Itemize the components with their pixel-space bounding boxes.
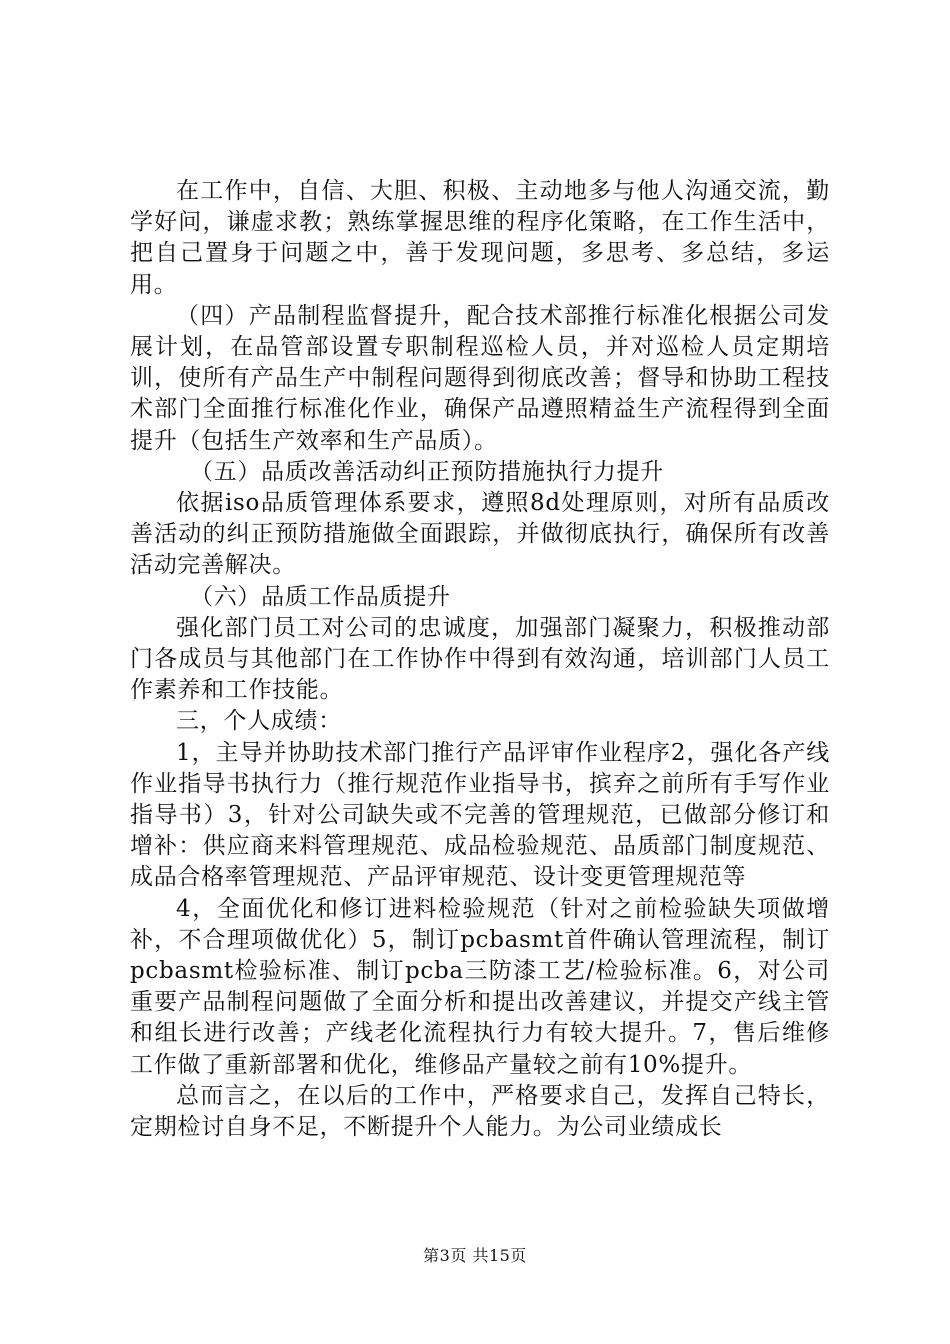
page-number-footer: 第3页 共15页 [423,1246,527,1265]
heading-quality-work: （六）品质工作品质提升 [190,583,451,610]
paragraph-iso-system: 依据iso品质管理体系要求，遵照8d处理原则，对所有品质改善活动的纠正预防措施做全面跟踪，并做彻底执行，确保所有改善活动完善解决。 [130,490,830,579]
document-body [130,176,830,1143]
paragraph-achievements-1-3: 1，主导并协助技术部门推行产品评审作业程序2，强化各产线作业指导书执行力（推行规范作业指导书，摈弃之前所有手写作业指导书）3，针对公司缺失或不完善的管理规范，已做部分修订和增补：供应商来料管理规范、成品检验规范、品质部门制度规范、成品合格率管理规范、产品评审规范、设计变更管理规范等 [130,739,830,891]
heading-quality-improvement: （五）品质改善活动纠正预防措施执行力提升 [190,458,664,485]
paragraph-conclusion: 总而言之，在以后的工作中，严格要求自己，发挥自己特长，定期检讨自身不足，不断提升个人能力。为公司业绩成长 [130,1082,830,1141]
paragraph-process-supervision: （四）产品制程监督提升，配合技术部推行标准化根据公司发展计划，在品管部设置专职制程巡检人员，并对巡检人员定期培训，使所有产品生产中制程问题得到彻底改善；督导和协助工程技术部门全面推行标准化作业，确保产品遵照精益生产流程得到全面提升（包括生产效率和生产品质）。 [130,302,830,454]
paragraph-department-cohesion: 强化部门员工对公司的忠诚度，加强部门凝聚力，积极推动部门各成员与其他部门在工作协作中得到有效沟通，培训部门人员工作素养和工作技能。 [130,614,830,704]
paragraph-achievements-4-7: 4，全面优化和修订进料检验规范（针对之前检验缺失项做增补，不合理项做优化）5，制订pcbasmt首件确认管理流程，制订pcbasmt检验标准、制订pcba三防漆工艺/检验标准。6，对公司重要产品制程问题做了全面分析和提出改善建议，并提交产线主管和组长进行改善；产线老化流程执行力有较大提升。7，售后维修工作做了重新部署和优化，维修品产量较之前有10%提升。 [130,895,830,1078]
paragraph-communication: 在工作中，自信、大胆、积极、主动地多与他人沟通交流，勤学好问，谦虚求教；熟练掌握思维的程序化策略，在工作生活中，把自己置身于问题之中，善于发现问题，多思考、多总结，多运用。 [130,178,830,298]
heading-personal-achievements: 三，个人成绩： [176,708,342,735]
